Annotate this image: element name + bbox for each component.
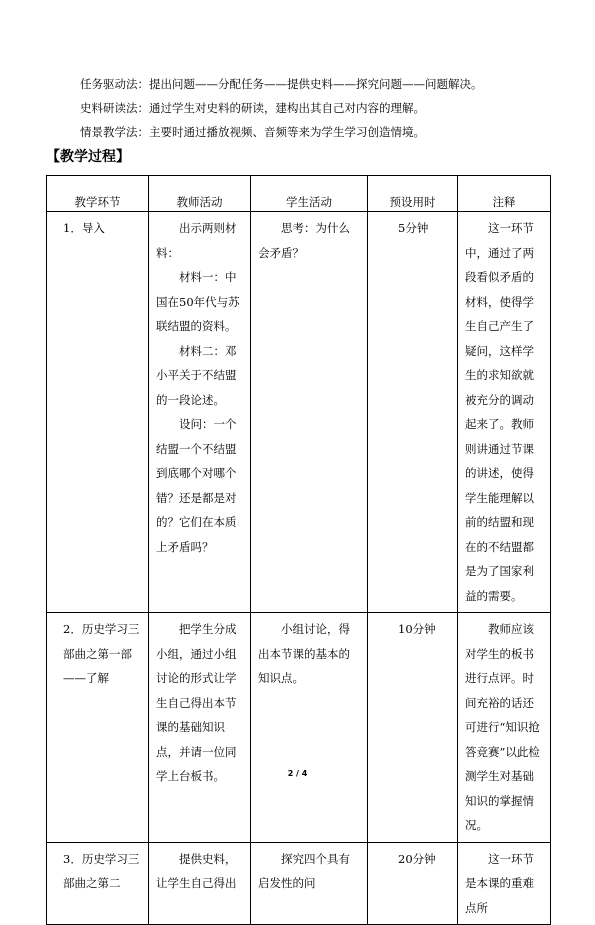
student-cell bbox=[251, 212, 367, 269]
stage-cell: 1．导入 bbox=[63, 221, 105, 235]
time-text: 5分钟 bbox=[398, 221, 429, 235]
student-text: 思考：为什么会矛盾？ bbox=[258, 221, 350, 260]
time-text: 20分钟 bbox=[398, 851, 436, 866]
student-cell bbox=[251, 843, 367, 900]
table-header-row bbox=[47, 193, 551, 212]
section-title: 【教学过程】 bbox=[46, 149, 130, 165]
header-teacher: 教师活动 bbox=[149, 193, 251, 212]
note-cell bbox=[458, 613, 550, 842]
method-task-driven: 任务驱动法：提出问题——分配任务——提供史料——探究问题——问题解决。 bbox=[80, 77, 483, 91]
stage-cell: 2．历史学习三部曲之第一部——了解 bbox=[63, 622, 140, 685]
header-student: 学生活动 bbox=[251, 193, 368, 212]
page-number: 2 / 4 bbox=[287, 769, 308, 778]
teacher-text: 提供史料，让学生自己得出 bbox=[156, 851, 237, 890]
header-stage: 教学环节 bbox=[47, 193, 149, 212]
header-note: 注释 bbox=[458, 193, 551, 212]
table-top-gap bbox=[47, 176, 551, 194]
student-cell bbox=[251, 613, 367, 695]
table-row bbox=[47, 842, 551, 925]
method-source-study: 史料研读法：通过学生对史料的研读，建构出其自己对内容的理解。 bbox=[80, 101, 425, 115]
table-row bbox=[47, 212, 551, 613]
time-text: 10分钟 bbox=[398, 622, 436, 636]
student-text: 小组讨论，得出本节课的基本的知识点。 bbox=[258, 622, 350, 685]
teacher-cell bbox=[149, 843, 250, 900]
note-text: 这一环节中，通过了两段看似矛盾的材料，使得学生自己产生了疑问，这样学生的求知欲就被充分的调动起来了。教师则讲通过节课的讲述，使得学生能理解以前的结盟和现在的不结盟都是为了国家利益的需要。 bbox=[465, 221, 534, 603]
lesson-process-table bbox=[46, 175, 551, 925]
header-time: 预设用时 bbox=[368, 193, 458, 212]
time-cell bbox=[368, 843, 457, 876]
note-text: 教师应该对学生的板书进行点评。时间充裕的话还可进行“知识抢答竞赛”以此检测学生对基础知识的掌握情况。 bbox=[465, 622, 540, 832]
table-row bbox=[47, 613, 551, 843]
stage-cell: 3．历史学习三部曲之第二 bbox=[63, 851, 140, 890]
teacher-text: 把学生分成小组，通过小组讨论的形式让学生自己得出本节课的基础知识点，并请一位同学上台板书。 bbox=[156, 622, 237, 783]
method-scenario: 情景教学法：主要时通过播放视频、音频等来为学生学习创造情境。 bbox=[80, 125, 425, 139]
teacher-cell bbox=[149, 212, 250, 563]
note-cell bbox=[458, 843, 550, 925]
time-cell bbox=[368, 212, 457, 245]
teacher-text: 出示两则材料： bbox=[156, 221, 237, 260]
teacher-cell bbox=[149, 613, 250, 793]
time-cell bbox=[368, 613, 457, 646]
note-cell bbox=[458, 212, 550, 612]
note-text: 这一环节是本课的重难点所 bbox=[465, 851, 534, 915]
student-text: 探究四个具有启发性的问 bbox=[258, 851, 350, 890]
teacher-text: 设问：一个结盟一个不结盟到底哪个对哪个错？还是都是对的？它们在本质上矛盾吗？ bbox=[156, 417, 237, 554]
teacher-text: 材料一：中国在50年代与苏联结盟的资料。 bbox=[156, 270, 240, 333]
teacher-text: 材料二：邓小平关于不结盟的一段论述。 bbox=[156, 343, 237, 407]
